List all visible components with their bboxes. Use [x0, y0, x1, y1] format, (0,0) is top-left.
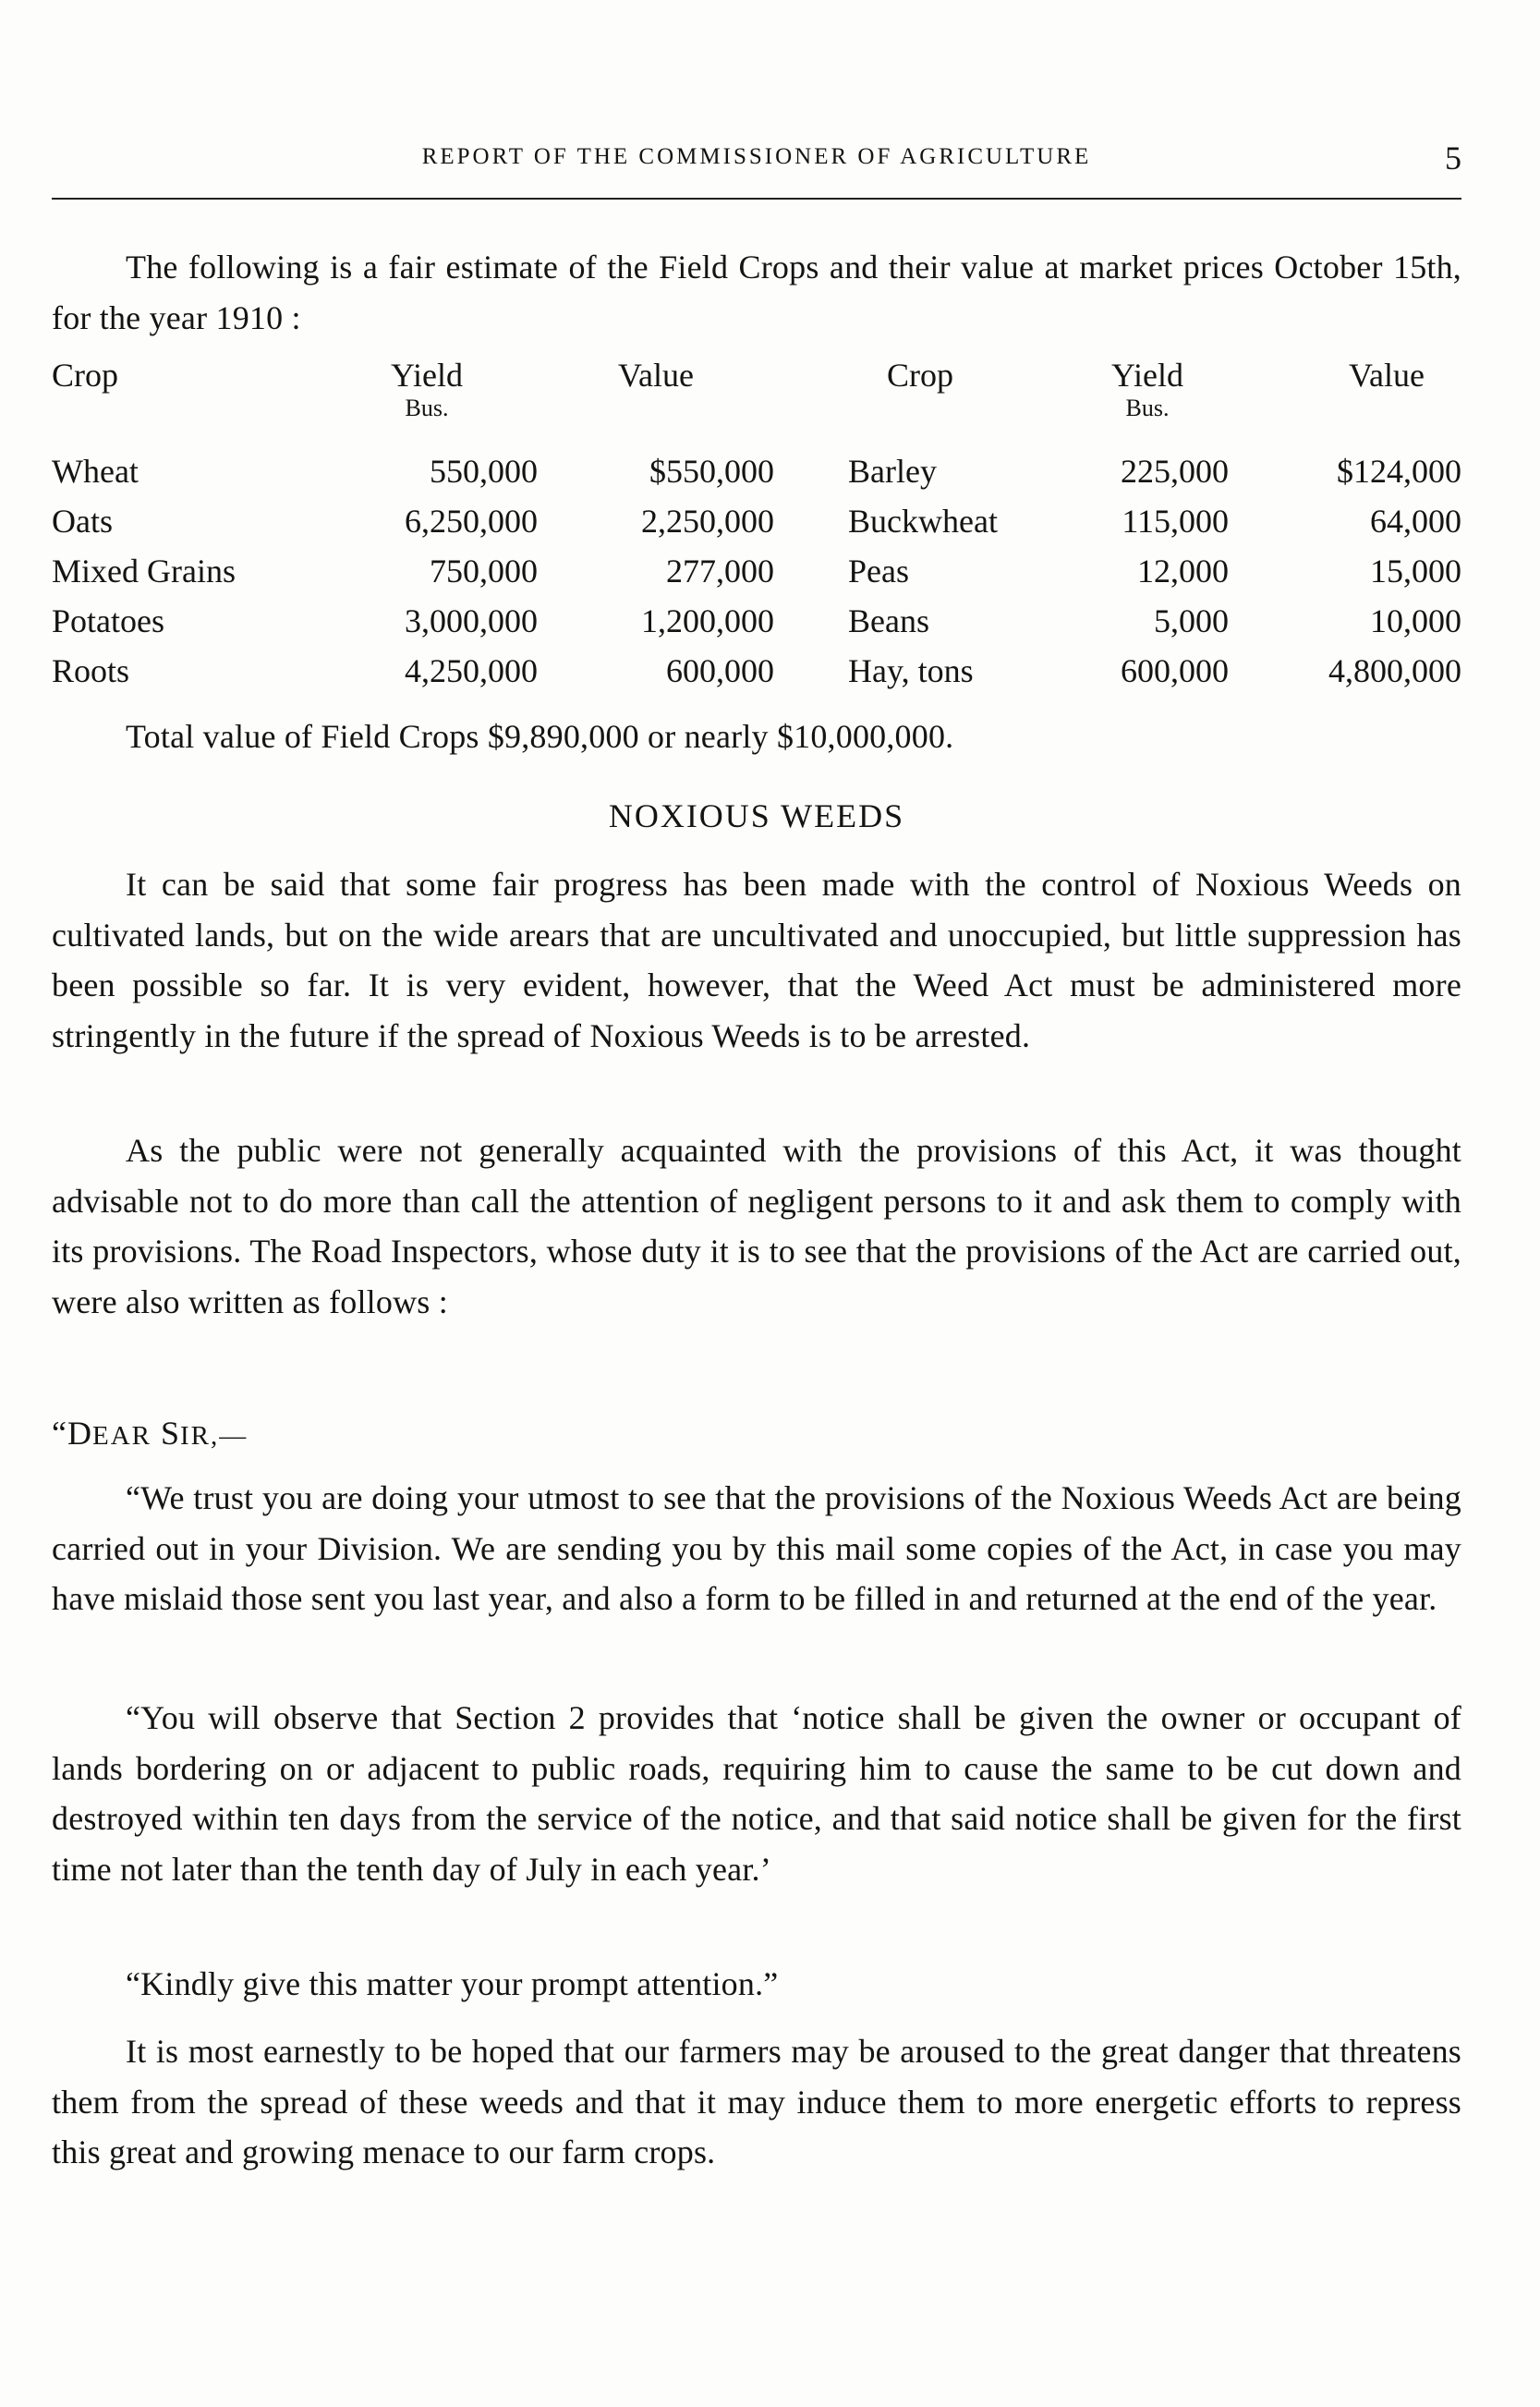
salutation-quote: “ — [52, 1415, 67, 1452]
table-row — [52, 496, 1461, 546]
crop-yield: 115,000 — [1122, 503, 1229, 540]
crop-value: 1,200,000 — [641, 602, 774, 639]
intro-paragraph: The following is a fair estimate of the Field Crops and their value at market prices October 15th, for the year 1910 : — [52, 249, 1461, 336]
salutation-dear-initial: D — [67, 1415, 92, 1452]
crop-value: 15,000 — [1370, 553, 1461, 590]
crop-name: Roots — [52, 652, 130, 689]
unit-label: Bus. — [405, 395, 449, 421]
letter-salutation — [52, 1414, 248, 1453]
crop-value: $124,000 — [1337, 453, 1461, 490]
section-heading: NOXIOUS WEEDS — [608, 797, 905, 834]
unit-label-2: Bus. — [1125, 395, 1170, 421]
crop-name: Buckwheat — [848, 503, 998, 540]
paragraph: It can be said that some fair progress has been made with the control of Noxious Weeds on cultivated lands, but on the wide arears that are uncultivated and unoccupied, but little suppression has been possible so far. It is very evident, however, that the Weed Act must be administered more stringently in the future if the spread of Noxious Weeds is to be arrested. — [52, 866, 1461, 1054]
crop-name: Beans — [848, 602, 929, 639]
crop-value: 10,000 — [1370, 602, 1461, 639]
crop-yield: 550,000 — [430, 453, 538, 490]
total-value-line: Total value of Field Crops $9,890,000 or nearly $10,000,000. — [126, 718, 954, 755]
salutation-dear-rest: EAR — [91, 1421, 152, 1451]
crop-name: Barley — [848, 453, 937, 490]
header-value: Value — [618, 357, 694, 394]
crop-yield: 5,000 — [1154, 602, 1229, 639]
paragraph: “We trust you are doing your utmost to see that the provisions of the Noxious Weeds Act are being carried out in your Division. We are sending you by this mail some copies of the Act, in case you may have mislaid those sent you last year, and also a form to be filled in and returned at the end of the year. — [52, 1479, 1461, 1617]
crop-value: 64,000 — [1370, 503, 1461, 540]
crop-yield: 225,000 — [1121, 453, 1229, 490]
crop-value: 4,800,000 — [1328, 652, 1461, 689]
crop-yield: 12,000 — [1137, 553, 1229, 590]
document-page — [52, 0, 1461, 2407]
header-yield: Yield — [391, 357, 463, 394]
crop-yield: 3,000,000 — [405, 602, 538, 639]
crop-name: Potatoes — [52, 602, 164, 639]
crop-yield: 4,250,000 — [405, 652, 538, 689]
header-value-2: Value — [1349, 357, 1425, 394]
header-rule — [52, 198, 1461, 200]
crop-name: Hay, tons — [848, 652, 974, 689]
table-row — [52, 446, 1461, 496]
table-row — [52, 646, 1461, 696]
crop-name: Mixed Grains — [52, 553, 236, 590]
crop-yield: 6,250,000 — [405, 503, 538, 540]
page-number: 5 — [1445, 140, 1461, 176]
header-crop-2: Crop — [887, 357, 953, 394]
crop-value: 2,250,000 — [641, 503, 774, 540]
crop-value: 277,000 — [666, 553, 774, 590]
table-unit-row — [52, 395, 1461, 446]
paragraph: “Kindly give this matter your prompt attention.” — [126, 1965, 779, 2002]
crop-yield: 750,000 — [430, 553, 538, 590]
paragraph: It is most earnestly to be hoped that our farmers may be aroused to the great danger that threatens them from the spread of these weeds and that it may induce them to more energetic efforts to repress this great and growing menace to our farm crops. — [52, 2033, 1461, 2170]
crop-yield: 600,000 — [1121, 652, 1229, 689]
salutation-sir-initial: S — [160, 1415, 181, 1452]
header-crop: Crop — [52, 357, 118, 394]
table-row — [52, 546, 1461, 596]
paragraph: “You will observe that Section 2 provides that ‘notice shall be given the owner or occupant of lands bordering on or adjacent to public roads, requiring him to cause the same to be cut down and destroyed within ten days from the service of the notice, and that said notice shall be given for the first time not later than the tenth day of July in each year.’ — [52, 1699, 1461, 1888]
table-header-row — [52, 356, 1461, 395]
crop-value: $550,000 — [649, 453, 774, 490]
crop-name: Peas — [848, 553, 909, 590]
crop-name: Oats — [52, 503, 113, 540]
salutation-sir-rest: IR,— — [180, 1421, 249, 1451]
running-head — [52, 139, 1461, 181]
running-title: REPORT OF THE COMMISSIONER OF AGRICULTURE — [421, 144, 1092, 169]
table-row — [52, 596, 1461, 646]
paragraph: As the public were not generally acquainted with the provisions of this Act, it was thought advisable not to do more than call the attention of negligent persons to it and ask them to comply with its provisions. The Road Inspectors, whose duty it is to see that the provisions of the Act are carried out, were also written as follows : — [52, 1132, 1461, 1320]
header-yield-2: Yield — [1111, 357, 1183, 394]
field-crops-table — [52, 356, 1461, 696]
crop-value: 600,000 — [666, 652, 774, 689]
crop-name: Wheat — [52, 453, 139, 490]
